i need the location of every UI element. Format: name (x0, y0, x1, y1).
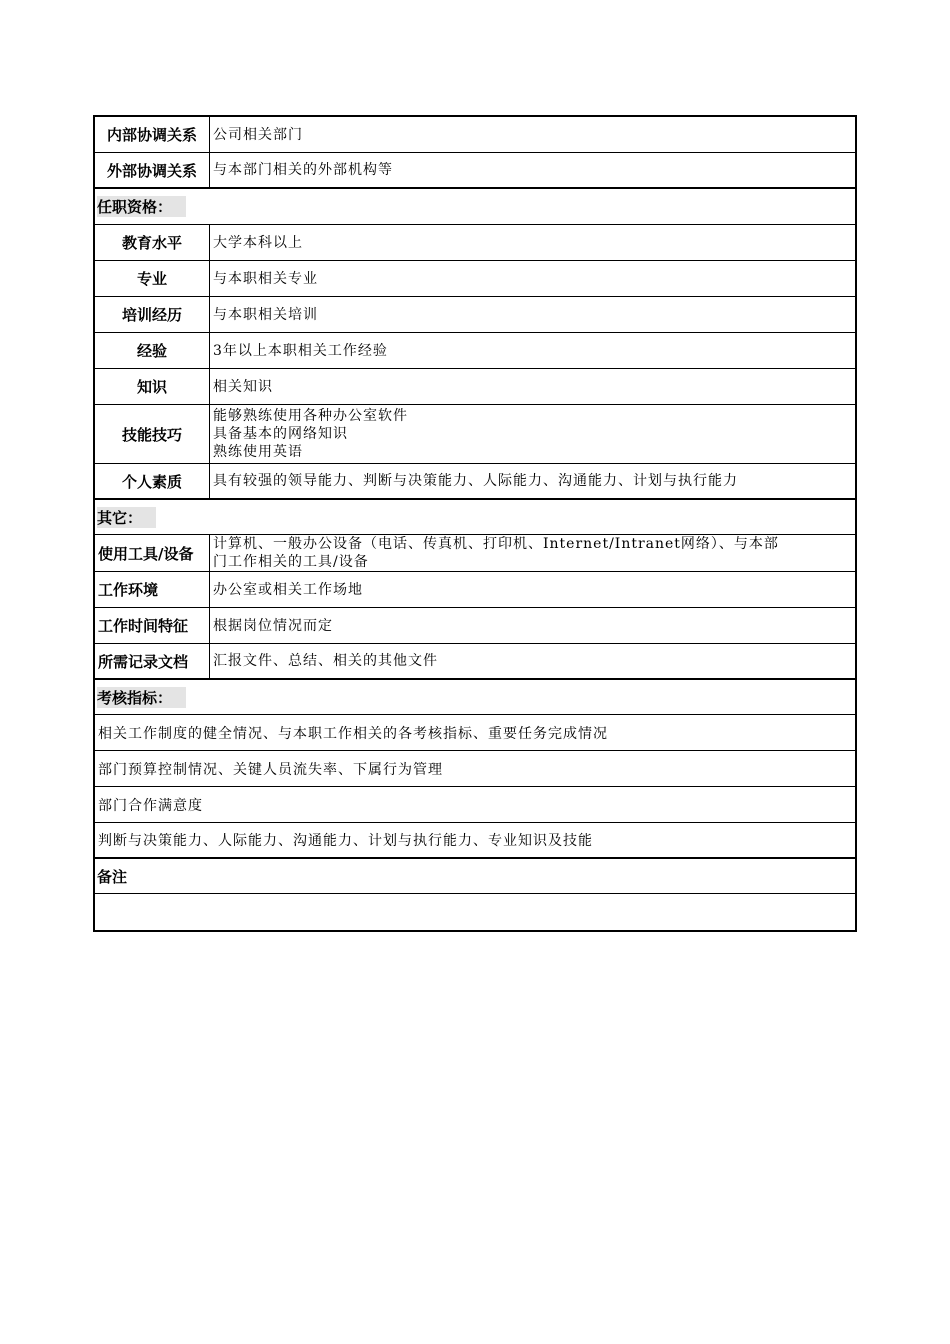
kpi-heading (95, 680, 855, 715)
section-heading: 考核指标： (97, 687, 186, 708)
row-value: 根据岗位情况而定 (213, 617, 333, 634)
row-value (210, 535, 855, 571)
row-label: 使用工具/设备 (95, 535, 210, 571)
section-heading: 任职资格： (97, 196, 186, 217)
row-label: 个人素质 (95, 464, 210, 498)
kpi-item: 相关工作制度的健全情况、与本职工作相关的各考核指标、重要任务完成情况 (95, 715, 855, 751)
row-value: 公司相关部门 (213, 126, 303, 143)
external-coordination-row (95, 153, 855, 189)
row-value: 3年以上本职相关工作经验 (213, 342, 388, 359)
tools-row (95, 535, 855, 572)
skill-line: 具备基本的网络知识 (213, 426, 348, 442)
skills-row (95, 405, 855, 464)
education-row (95, 225, 855, 261)
row-value: 相关知识 (213, 378, 273, 395)
remarks-value (95, 894, 855, 930)
section-heading: 备注 (97, 867, 128, 886)
work-environment-row (95, 572, 855, 608)
internal-coordination-row (95, 117, 855, 153)
work-time-row (95, 608, 855, 644)
records-row (95, 644, 855, 680)
major-row (95, 261, 855, 297)
row-label: 培训经历 (95, 297, 210, 332)
qualifications-heading (95, 189, 855, 225)
row-label: 工作环境 (95, 572, 210, 607)
row-label: 内部协调关系 (95, 117, 210, 152)
row-value: 与本部门相关的外部机构等 (213, 162, 393, 178)
job-description-table (93, 115, 857, 932)
row-value: 大学本科以上 (213, 234, 303, 251)
remarks-heading (95, 859, 855, 894)
skill-line: 能够熟练使用各种办公室软件 (213, 408, 408, 424)
kpi-item: 部门合作满意度 (95, 787, 855, 823)
kpi-item: 部门预算控制情况、关键人员流失率、下属行为管理 (95, 751, 855, 787)
tools-line: 计算机、一般办公设备（电话、传真机、打印机、Internet/Intranet网络）、与本部 (213, 536, 779, 552)
tools-line: 门工作相关的工具/设备 (213, 554, 369, 570)
row-value: 具有较强的领导能力、判断与决策能力、人际能力、沟通能力、计划与执行能力 (213, 473, 738, 489)
training-row (95, 297, 855, 333)
row-label: 专业 (95, 261, 210, 296)
row-value (210, 405, 855, 463)
row-label: 经验 (95, 333, 210, 368)
row-value: 办公室或相关工作场地 (213, 581, 363, 598)
personal-quality-row (95, 464, 855, 500)
row-label: 工作时间特征 (95, 608, 210, 643)
row-value: 汇报文件、总结、相关的其他文件 (213, 653, 438, 669)
knowledge-row (95, 369, 855, 405)
other-heading (95, 500, 855, 535)
row-label: 知识 (95, 369, 210, 404)
skill-line: 熟练使用英语 (213, 444, 303, 460)
row-value: 与本职相关专业 (213, 270, 318, 287)
row-label: 所需记录文档 (95, 644, 210, 678)
experience-row (95, 333, 855, 369)
row-label: 教育水平 (95, 225, 210, 260)
row-label: 技能技巧 (95, 405, 210, 463)
section-heading: 其它： (97, 507, 156, 528)
kpi-item: 判断与决策能力、人际能力、沟通能力、计划与执行能力、专业知识及技能 (95, 823, 855, 859)
row-value: 与本职相关培训 (213, 306, 318, 323)
row-label: 外部协调关系 (95, 153, 210, 187)
